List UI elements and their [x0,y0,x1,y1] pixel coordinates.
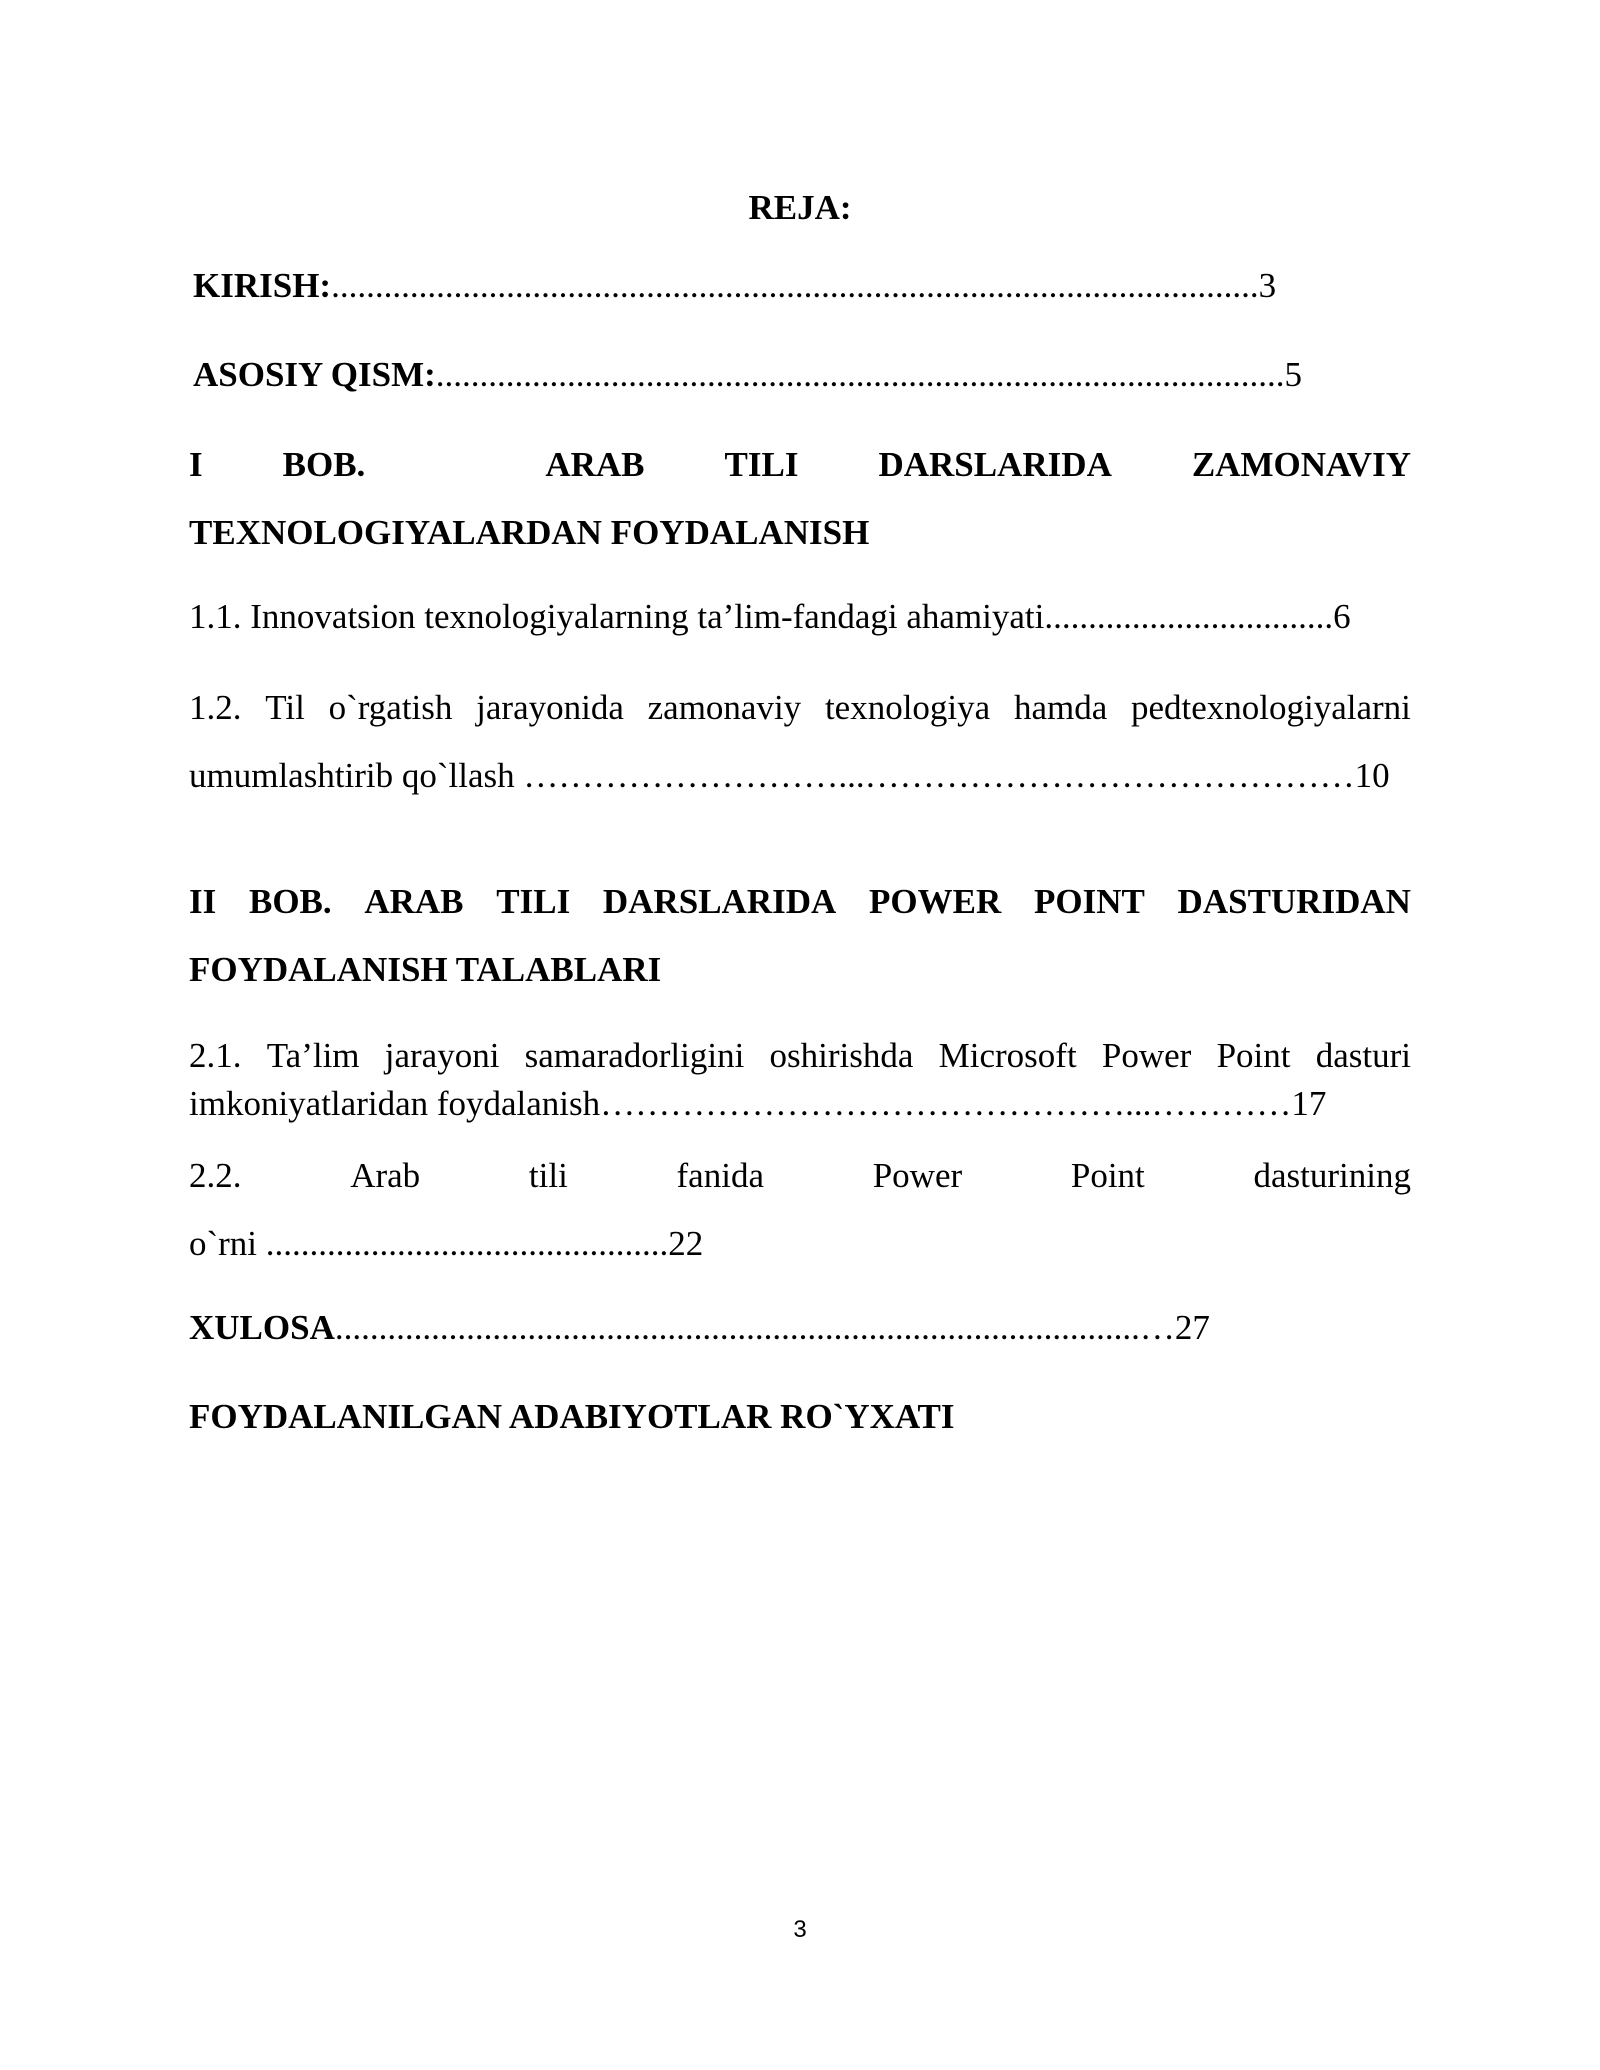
section-line-2: umumlashtirib qo`llash ………………………...……………………………………10 [189,756,1390,795]
toc-section-1-1 [189,599,1351,634]
toc-page-number: 22 [668,1224,704,1263]
section-line-1: 1.2. Til o`rgatish jarayonida zamonaviy texnologiya hamda pedtexnologiyalarni [189,688,1411,727]
section-line-1: 2.2. Arab tili fanida Power Point dasturining [189,1156,1411,1195]
chapter-heading-line-1: I BOB. ARAB TILI DARSLARIDA ZAMONAVIY [189,445,1411,484]
toc-leader-dots: ............................................................................................… [334,1308,1175,1347]
toc-page-number: 27 [1174,1308,1210,1347]
page-number: 3 [793,1916,807,1943]
toc-label: KIRISH: [193,266,332,305]
toc-entry-asosiy-qism [193,357,1302,392]
toc-page-number: 3 [1258,266,1277,305]
toc-leader-dots: ………………………………………...………… [600,1084,1292,1123]
toc-section-2-2 [189,1156,1411,1261]
toc-leader-dots: ................................. [1044,597,1334,636]
toc-label: XULOSA [189,1308,335,1347]
toc-leader-dots: ………………………...…………………………………… [523,756,1355,795]
toc-page-number: 5 [1284,355,1303,394]
toc-label: 1.1. Innovatsion texnologiyalarning ta’lim-fandagi ahamiyati [189,597,1045,636]
page-title: REJA: [748,188,852,227]
toc-page-number: 6 [1333,597,1351,636]
toc-page-number: 17 [1291,1084,1327,1123]
chapter-heading-line-2: FOYDALANISH TALABLARI [189,950,662,989]
chapter-heading-line-2: TEXNOLOGIYALARDAN FOYDALANISH [189,513,870,552]
toc-label: ASOSIY QISM: [193,355,436,394]
toc-section-1-2 [189,688,1411,793]
section-line-1: 2.1. Ta’lim jarayoni samaradorligini oshirishda Microsoft Power Point dasturi [189,1036,1411,1075]
toc-entry-kirish [193,268,1276,303]
toc-entry-xulosa [189,1310,1210,1345]
toc-chapter-2 [189,882,1411,987]
toc-leader-dots: ................................................................................................. [435,355,1285,394]
toc-chapter-1 [189,445,1411,550]
toc-page-number: 10 [1354,756,1390,795]
toc-section-2-1 [189,1036,1411,1121]
toc-leader-dots: .............................................. [265,1224,669,1263]
section-line-2: o`rni ..............................................22 [189,1224,704,1263]
toc-leader-dots: .......................................................................................................... [331,266,1259,305]
toc-entry-bibliography: FOYDALANILGAN ADABIYOTLAR RO`YXATI [189,1397,955,1436]
chapter-heading-line-1: II BOB. ARAB TILI DARSLARIDA POWER POINT DASTURIDAN [189,882,1411,921]
section-line-2: imkoniyatlaridan foydalanish………………………………………...…………17 [189,1084,1327,1123]
